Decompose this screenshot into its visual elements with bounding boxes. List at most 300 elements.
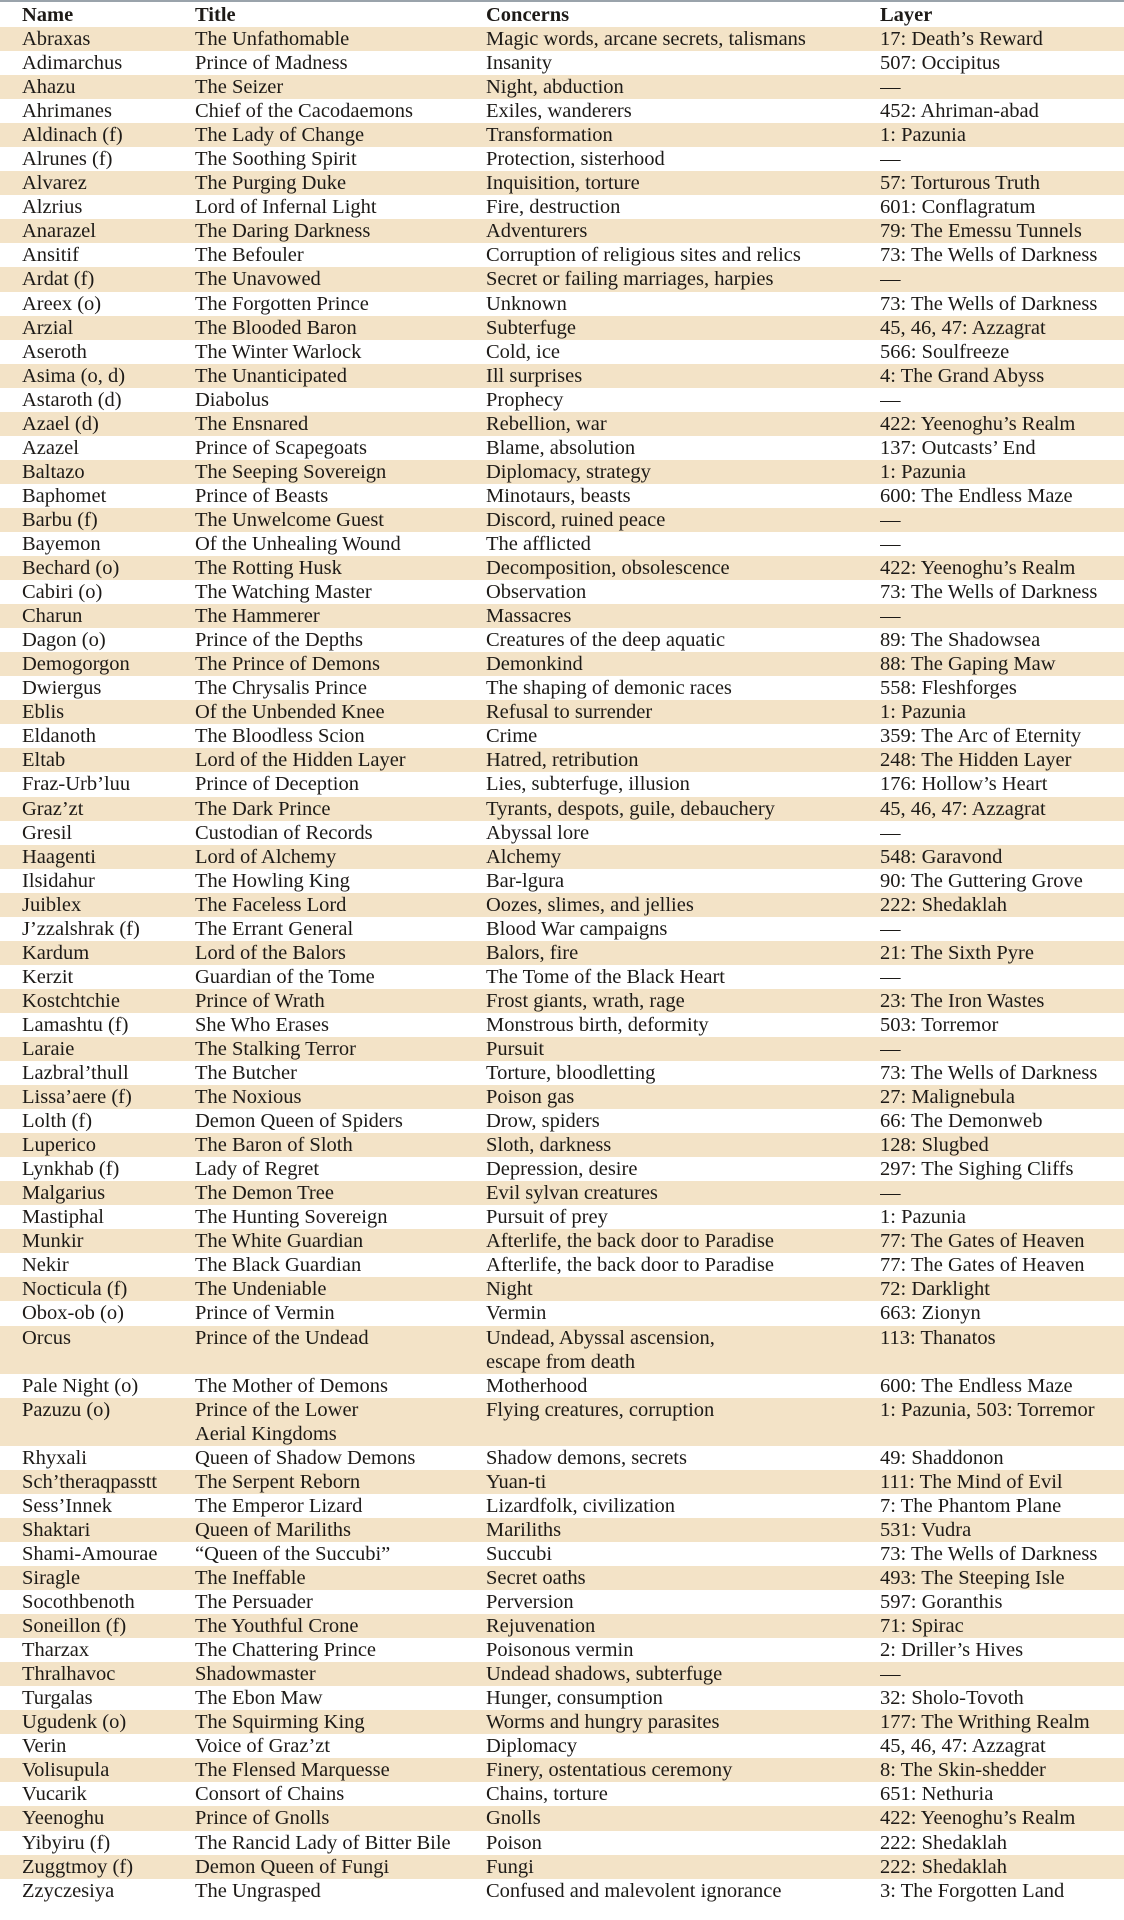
cell-name: Zuggtmoy (f): [0, 1855, 195, 1879]
cell-name: Ansitif: [22, 244, 79, 267]
table-row: [0, 1277, 1124, 1301]
cell-layer: 128: Slugbed: [880, 1133, 1124, 1157]
cell-concerns: Tyrants, despots, guile, debauchery: [486, 797, 880, 821]
cell-concerns: Exiles, wanderers: [486, 100, 632, 123]
cell-concerns: Observation: [486, 581, 587, 604]
cell-concerns: Pursuit of prey: [486, 1206, 608, 1229]
table-row: [0, 1061, 1124, 1085]
cell-layer: 222: Shedaklah: [880, 1855, 1124, 1879]
table-row: [0, 748, 1124, 772]
cell-layer: 566: Soulfreeze: [880, 340, 1010, 363]
cell-title: The Prince of Demons: [195, 652, 486, 676]
cell-line: escape from death: [486, 1350, 636, 1373]
cell-title: The Watching Master: [195, 581, 372, 604]
table-row: [0, 869, 1124, 893]
cell-title: Chief of the Cacodaemons: [195, 100, 414, 123]
table-row: [0, 75, 1124, 99]
cell-title: The Ensnared: [195, 412, 486, 436]
cell-name: Cabiri (o): [22, 581, 103, 604]
cell-concerns: The shaping of demonic races: [486, 677, 732, 700]
cell-layer: 111: The Mind of Evil: [880, 1470, 1124, 1494]
cell-layer: 422: Yeenoghu’s Realm: [880, 412, 1124, 436]
cell-layer: 32: Sholo-Tovoth: [880, 1687, 1024, 1710]
cell-name: Orcus: [0, 1326, 195, 1374]
cell-title: Lady of Regret: [195, 1158, 320, 1181]
cell-line: Undead, Abyssal ascension,: [486, 1326, 715, 1349]
cell-concerns: Drow, spiders: [486, 1110, 600, 1133]
cell-title: The Dark Prince: [195, 797, 486, 821]
cell-layer: 503: Torremor: [880, 1013, 999, 1036]
table-row: [0, 460, 1124, 484]
cell-title: The Winter Warlock: [195, 340, 362, 363]
table-row: [0, 1831, 1124, 1855]
cell-title: Lord of Infernal Light: [195, 196, 377, 219]
cell-layer: 27: Malignebula: [880, 1085, 1124, 1109]
cell-name: Lazbral’thull: [22, 1062, 129, 1085]
cell-title: The Hammerer: [195, 604, 486, 628]
cell-name: Lynkhab (f): [22, 1158, 120, 1181]
table-row: [0, 965, 1124, 989]
cell-title: Prince of Deception: [195, 773, 359, 796]
cell-line: Prince of the Lower: [195, 1398, 359, 1421]
cell-name: J’zzalshrak (f): [22, 917, 140, 940]
cell-layer: 422: Yeenoghu’s Realm: [880, 556, 1124, 580]
table-row: [0, 821, 1124, 845]
cell-concerns: Torture, bloodletting: [486, 1062, 656, 1085]
cell-name: Charun: [0, 604, 195, 628]
table-row: [0, 1229, 1124, 1253]
cell-title: Prince of Scapegoats: [195, 436, 367, 459]
cell-name: Ilsidahur: [22, 869, 95, 892]
cell-layer: 177: The Writhing Realm: [880, 1710, 1124, 1734]
cell-title: The Unwelcome Guest: [195, 508, 486, 532]
cell-concerns: Afterlife, the back door to Paradise: [486, 1229, 880, 1253]
cell-name: Laraie: [0, 1037, 195, 1061]
cell-title: The Howling King: [195, 869, 350, 892]
cell-name: Nocticula (f): [0, 1277, 195, 1301]
cell-title: The Bloodless Scion: [195, 725, 365, 748]
cell-layer: 79: The Emessu Tunnels: [880, 219, 1124, 243]
table-row: [0, 1085, 1124, 1109]
table-row: [0, 700, 1124, 724]
cell-name: Asima (o, d): [0, 364, 195, 388]
cell-name: Obox-ob (o): [22, 1302, 124, 1325]
cell-title: The Demon Tree: [195, 1181, 486, 1205]
cell-title: The Mother of Demons: [195, 1374, 388, 1397]
cell-concerns: Demonkind: [486, 652, 880, 676]
cell-title: Of the Unbended Knee: [195, 700, 486, 724]
cell-name: Shaktari: [0, 1518, 195, 1542]
table-row: [0, 147, 1124, 171]
cell-concerns: Unknown: [486, 292, 567, 315]
cell-concerns: Cold, ice: [486, 340, 561, 363]
column-header-title: Title: [195, 4, 236, 26]
cell-name: Eltab: [0, 748, 195, 772]
cell-title: The Butcher: [195, 1062, 297, 1085]
cell-title: Lord of Alchemy: [195, 845, 486, 869]
cell-name: Gresil: [22, 821, 73, 844]
cell-name: Baltazo: [0, 460, 195, 484]
cell-title: Prince of Beasts: [195, 484, 329, 507]
cell-name: Sess’Innek: [22, 1494, 112, 1517]
cell-name: Eblis: [0, 700, 195, 724]
cell-title: The Rancid Lady of Bitter Bile: [195, 1831, 451, 1854]
table-row: [0, 1398, 1124, 1446]
cell-concerns: Adventurers: [486, 219, 880, 243]
cell-concerns: Chains, torture: [486, 1783, 608, 1806]
cell-concerns: Mariliths: [486, 1518, 880, 1542]
cell-name: Ardat (f): [0, 267, 195, 291]
table-row: [0, 508, 1124, 532]
table-row: [0, 1542, 1124, 1566]
cell-title: The Black Guardian: [195, 1254, 362, 1277]
cell-name: Mastiphal: [22, 1206, 104, 1229]
cell-concerns: Hatred, retribution: [486, 748, 880, 772]
cell-layer: 597: Goranthis: [880, 1591, 1003, 1614]
cell-layer: 297: The Sighing Cliffs: [880, 1158, 1074, 1181]
table-row: [0, 893, 1124, 917]
table-row: [0, 1518, 1124, 1542]
cell-title: Prince of Madness: [195, 52, 348, 75]
cell-name: Alzrius: [22, 196, 83, 219]
cell-layer: 7: The Phantom Plane: [880, 1494, 1062, 1517]
cell-name: Adimarchus: [22, 52, 123, 75]
cell-layer: 49: Shaddonon: [880, 1446, 1004, 1469]
cell-layer: —: [880, 604, 1124, 628]
cell-title: The Chrysalis Prince: [195, 677, 367, 700]
cell-layer: 422: Yeenoghu’s Realm: [880, 1806, 1124, 1830]
cell-name: Barbu (f): [0, 508, 195, 532]
cell-name: Munkir: [0, 1229, 195, 1253]
cell-layer: 359: The Arc of Eternity: [880, 725, 1082, 748]
table-row: [0, 340, 1124, 364]
table-row: [0, 1470, 1124, 1494]
cell-layer: 77: The Gates of Heaven: [880, 1254, 1085, 1277]
table-row: [0, 1710, 1124, 1734]
cell-title: Lord of the Hidden Layer: [195, 748, 486, 772]
cell-title: The Squirming King: [195, 1710, 486, 1734]
table-row: [0, 219, 1124, 243]
cell-name: Sch’theraqpasstt: [0, 1470, 195, 1494]
cell-name: Haagenti: [0, 845, 195, 869]
cell-name: Demogorgon: [0, 652, 195, 676]
cell-layer: 66: The Demonweb: [880, 1110, 1043, 1133]
cell-line: Aerial Kingdoms: [195, 1422, 337, 1445]
cell-concerns: Alchemy: [486, 845, 880, 869]
cell-name: Ahazu: [0, 75, 195, 99]
cell-layer: 1: Pazunia: [880, 1206, 966, 1229]
cell-title: The White Guardian: [195, 1229, 486, 1253]
table-row: [0, 917, 1124, 941]
table-row: [0, 1374, 1124, 1398]
table-row: [0, 1253, 1124, 1277]
cell-concerns: Gnolls: [486, 1806, 880, 1830]
cell-title: The Stalking Terror: [195, 1037, 486, 1061]
cell-title: She Who Erases: [195, 1013, 329, 1036]
cell-concerns: Discord, ruined peace: [486, 508, 880, 532]
cell-concerns: Sloth, darkness: [486, 1133, 880, 1157]
cell-title: The Seeping Sovereign: [195, 460, 486, 484]
table-row: [0, 1566, 1124, 1590]
cell-title: The Blooded Baron: [195, 316, 486, 340]
cell-layer: 1: Pazunia, 503: Torremor: [880, 1398, 1124, 1446]
cell-name: Areex (o): [22, 292, 102, 315]
table-row: [0, 1181, 1124, 1205]
table-row: [0, 27, 1124, 51]
cell-concerns: Perversion: [486, 1591, 574, 1614]
cell-concerns: The afflicted: [486, 532, 591, 555]
table-row: [0, 436, 1124, 460]
cell-layer: 600: The Endless Maze: [880, 484, 1073, 507]
cell-name: Kardum: [0, 941, 195, 965]
table-row: [0, 556, 1124, 580]
cell-concerns: Vermin: [486, 1302, 547, 1325]
table-row: [0, 195, 1124, 219]
cell-concerns: Afterlife, the back door to Paradise: [486, 1254, 775, 1277]
cell-title: The Undeniable: [195, 1277, 486, 1301]
cell-layer: 73: The Wells of Darkness: [880, 292, 1098, 315]
cell-concerns: Diplomacy: [486, 1735, 578, 1758]
cell-layer: 8: The Skin-shedder: [880, 1758, 1124, 1782]
table-row: [0, 1879, 1124, 1903]
cell-concerns: Blood War campaigns: [486, 917, 668, 940]
table-row: [0, 1806, 1124, 1830]
table-row: [0, 243, 1124, 267]
cell-layer: 222: Shedaklah: [880, 1831, 1007, 1854]
cell-layer: 45, 46, 47: Azzagrat: [880, 797, 1124, 821]
cell-title: The Errant General: [195, 917, 354, 940]
cell-title: Queen of Mariliths: [195, 1518, 486, 1542]
cell-name: Yeenoghu: [0, 1806, 195, 1830]
cell-name: Eldanoth: [22, 725, 97, 748]
cell-title: The Noxious: [195, 1085, 486, 1109]
cell-layer: 90: The Guttering Grove: [880, 869, 1083, 892]
cell-name: Azazel: [22, 436, 79, 459]
cell-layer: 3: The Forgotten Land: [880, 1879, 1065, 1902]
cell-layer: —: [880, 965, 901, 988]
cell-name: Fraz-Urb’luu: [22, 773, 131, 796]
cell-concerns: Poison gas: [486, 1085, 880, 1109]
cell-concerns: Evil sylvan creatures: [486, 1181, 880, 1205]
cell-concerns: Motherhood: [486, 1374, 588, 1397]
cell-concerns: Finery, ostentatious ceremony: [486, 1758, 880, 1782]
table-row: [0, 1758, 1124, 1782]
table-row: [0, 1157, 1124, 1181]
cell-concerns: Worms and hungry parasites: [486, 1710, 880, 1734]
table-row: [0, 1662, 1124, 1686]
cell-layer: 1: Pazunia: [880, 700, 1124, 724]
cell-layer: —: [880, 388, 901, 411]
cell-concerns: Magic words, arcane secrets, talismans: [486, 27, 880, 51]
cell-title: The Serpent Reborn: [195, 1470, 486, 1494]
cell-name: Alvarez: [0, 171, 195, 195]
cell-concerns: Lies, subterfuge, illusion: [486, 773, 690, 796]
cell-concerns: Minotaurs, beasts: [486, 484, 631, 507]
cell-name: Soneillon (f): [0, 1614, 195, 1638]
cell-name: Luperico: [0, 1133, 195, 1157]
cell-name: Socothbenoth: [22, 1591, 135, 1614]
cell-layer: 73: The Wells of Darkness: [880, 581, 1098, 604]
cell-name: Abraxas: [0, 27, 195, 51]
cell-title: The Flensed Marquesse: [195, 1758, 486, 1782]
cell-title: Shadowmaster: [195, 1662, 486, 1686]
cell-layer: 531: Vudra: [880, 1518, 1124, 1542]
table-row: [0, 845, 1124, 869]
table-row: [0, 123, 1124, 147]
table-row: [0, 1326, 1124, 1374]
table-row: [0, 724, 1124, 748]
table-row: [0, 604, 1124, 628]
cell-layer: 71: Spirac: [880, 1614, 1124, 1638]
table-row: [0, 989, 1124, 1013]
table-row: [0, 171, 1124, 195]
cell-concerns: Poison: [486, 1831, 542, 1854]
table-row: [0, 412, 1124, 436]
table-row: [0, 1013, 1124, 1037]
table-row: [0, 1590, 1124, 1614]
table-row: [0, 1686, 1124, 1710]
cell-name: Volisupula: [0, 1758, 195, 1782]
cell-layer: 73: The Wells of Darkness: [880, 244, 1098, 267]
table-row: [0, 292, 1124, 316]
cell-concerns: Depression, desire: [486, 1158, 638, 1181]
table-row: [0, 1494, 1124, 1518]
table-row: [0, 580, 1124, 604]
cell-name: Tharzax: [22, 1639, 90, 1662]
table-row: [0, 676, 1124, 700]
table-row: [0, 316, 1124, 340]
cell-concerns: Oozes, slimes, and jellies: [486, 893, 880, 917]
cell-name: Baphomet: [22, 484, 107, 507]
table-row: [0, 652, 1124, 676]
cell-title: The Forgotten Prince: [195, 292, 369, 315]
table-row: [0, 1301, 1124, 1325]
cell-name: Siragle: [0, 1566, 195, 1590]
cell-layer: 137: Outcasts’ End: [880, 436, 1036, 459]
cell-name: Astaroth (d): [22, 388, 122, 411]
cell-layer: 17: Death’s Reward: [880, 27, 1124, 51]
cell-title: The Soothing Spirit: [195, 148, 357, 171]
cell-name: Graz’zt: [0, 797, 195, 821]
cell-layer: 1: Pazunia: [880, 460, 1124, 484]
table-row: [0, 1037, 1124, 1061]
table-row: [0, 772, 1124, 796]
cell-title: Queen of Shadow Demons: [195, 1446, 416, 1469]
cell-concerns: Night: [486, 1277, 880, 1301]
cell-name: Bayemon: [22, 532, 101, 555]
cell-name: Rhyxali: [22, 1446, 87, 1469]
table-row: [0, 1133, 1124, 1157]
cell-title: The Youthful Crone: [195, 1614, 486, 1638]
cell-name: Kostchtchie: [0, 989, 195, 1013]
cell-layer: 493: The Steeping Isle: [880, 1566, 1124, 1590]
demon-lords-table: [0, 2, 1124, 1903]
cell-title: The Daring Darkness: [195, 219, 486, 243]
cell-title: The Rotting Husk: [195, 556, 486, 580]
cell-layer: 558: Fleshforges: [880, 677, 1017, 700]
cell-layer: 601: Conflagratum: [880, 196, 1036, 219]
cell-name: Lissa’aere (f): [0, 1085, 195, 1109]
table-row: [0, 51, 1124, 75]
cell-layer: 21: The Sixth Pyre: [880, 941, 1124, 965]
cell-name: Ugudenk (o): [0, 1710, 195, 1734]
table-row: [0, 99, 1124, 123]
cell-name: Lamashtu (f): [22, 1013, 129, 1036]
cell-layer: 73: The Wells of Darkness: [880, 1542, 1098, 1565]
cell-title: The Unanticipated: [195, 364, 486, 388]
cell-layer: 45, 46, 47: Azzagrat: [880, 1735, 1046, 1758]
cell-concerns: Ill surprises: [486, 364, 880, 388]
cell-title: The Hunting Sovereign: [195, 1206, 388, 1229]
cell-layer: 651: Nethuria: [880, 1783, 994, 1806]
cell-concerns: Fire, destruction: [486, 196, 621, 219]
table-row: [0, 364, 1124, 388]
table-header-row: [0, 2, 1124, 27]
cell-layer: —: [880, 267, 1124, 291]
cell-layer: 77: The Gates of Heaven: [880, 1229, 1124, 1253]
cell-title: The Unavowed: [195, 267, 486, 291]
column-header-layer: Layer: [880, 4, 933, 26]
cell-concerns: Balors, fire: [486, 941, 880, 965]
table-body: [0, 27, 1124, 1903]
cell-concerns: Secret oaths: [486, 1566, 880, 1590]
cell-title: The Persuader: [195, 1591, 313, 1614]
cell-concerns: Abyssal lore: [486, 821, 590, 844]
cell-layer: 248: The Hidden Layer: [880, 748, 1124, 772]
table-row: [0, 1205, 1124, 1229]
cell-concerns: Inquisition, torture: [486, 171, 880, 195]
cell-title: “Queen of the Succubi”: [195, 1542, 391, 1565]
cell-layer: 507: Occipitus: [880, 52, 1001, 75]
cell-layer: —: [880, 532, 901, 555]
cell-title: The Ebon Maw: [195, 1687, 323, 1710]
cell-concerns: Massacres: [486, 604, 880, 628]
cell-title: Prince of Gnolls: [195, 1806, 486, 1830]
cell-layer: 4: The Grand Abyss: [880, 364, 1124, 388]
cell-name: Alrunes (f): [22, 148, 113, 171]
cell-layer: 89: The Shadowsea: [880, 629, 1041, 652]
cell-concerns: Flying creatures, corruption: [486, 1398, 880, 1446]
cell-title: Prince of Vermin: [195, 1302, 335, 1325]
cell-layer: 72: Darklight: [880, 1277, 1124, 1301]
cell-concerns: Refusal to surrender: [486, 700, 880, 724]
cell-concerns: Rebellion, war: [486, 412, 880, 436]
cell-concerns: The Tome of the Black Heart: [486, 965, 725, 988]
cell-layer: 600: The Endless Maze: [880, 1374, 1073, 1397]
table-row: [0, 941, 1124, 965]
cell-concerns: Corruption of religious sites and relics: [486, 244, 801, 267]
cell-layer: 663: Zionyn: [880, 1302, 981, 1325]
cell-name: Kerzit: [22, 965, 74, 988]
cell-title: Lord of the Balors: [195, 941, 486, 965]
cell-concerns: Monstrous birth, deformity: [486, 1013, 709, 1036]
cell-concerns: Night, abduction: [486, 75, 880, 99]
cell-name: Lolth (f): [22, 1110, 93, 1133]
cell-title: The Chattering Prince: [195, 1639, 377, 1662]
cell-name: Aldinach (f): [0, 123, 195, 147]
cell-layer: —: [880, 1037, 1124, 1061]
cell-concerns: Bar-lgura: [486, 869, 565, 892]
cell-name: Thralhavoc: [0, 1662, 195, 1686]
cell-layer: —: [880, 1662, 1124, 1686]
cell-title: The Unfathomable: [195, 27, 486, 51]
cell-title: The Ungrasped: [195, 1879, 321, 1902]
cell-layer: —: [880, 821, 901, 844]
cell-name: Zzyczesiya: [22, 1879, 115, 1902]
table-row: [0, 1855, 1124, 1879]
cell-name: Verin: [22, 1735, 67, 1758]
cell-title: Of the Unhealing Wound: [195, 532, 401, 555]
